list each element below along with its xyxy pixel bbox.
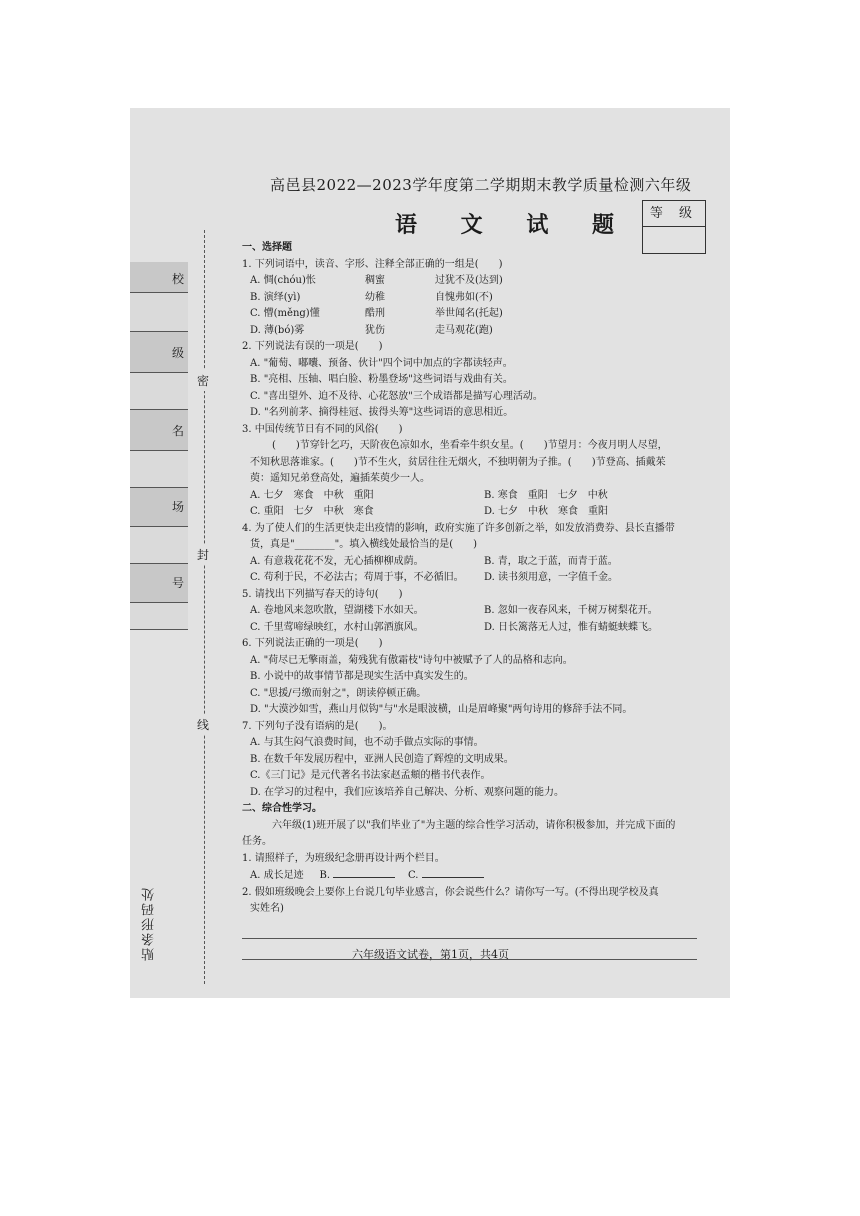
question-stem: 5. 请找出下列描写春天的诗句( ) [242, 588, 403, 600]
section-heading: 一、选择题 [242, 242, 292, 253]
class-field[interactable]: 级 [130, 332, 188, 373]
seal-line [204, 230, 205, 984]
question-paragraph: 不知秋思落谁家。( )节不生火，贫居往往无烟火，不独明朝为子推。( )节登高、插戴茱 [250, 456, 666, 468]
binding-strip [130, 226, 188, 984]
seal-char-feng: 封 [197, 544, 209, 565]
option: C.《三门记》是元代著名书法家赵孟頫的楷书代表作。 [250, 770, 491, 781]
section-intro: 六年级(1)班开展了以"我们毕业了"为主题的综合性学习活动，请你积极参加，并完成下面的 [272, 819, 676, 831]
subject-heading: 语 文 试 题 [395, 212, 632, 238]
option-row: C. 懵(měng)懂 酷刑 举世闻名(托起) [250, 308, 503, 319]
question-stem: 1. 请照样子，为班级纪念册再设计两个栏目。 [242, 852, 445, 864]
option: D. "名列前茅、摘得桂冠、拔得头筹"这些词语的意思相近。 [250, 407, 514, 418]
option-row: C. 重阳 七夕 中秋 寒食 D. 七夕 中秋 寒食 重阳 [250, 506, 609, 517]
option: C. "思援/弓缴而射之"，朗读停顿正确。 [250, 687, 427, 699]
question-stem: 1. 下列词语中，读音、字形、注释全部正确的一组是( ) [242, 258, 503, 270]
question-stem: 2. 假如班级晚会上要你上台说几句毕业感言，你会说些什么？请你写一写。(不得出现学校及真 [242, 886, 659, 898]
section-heading: 二、综合性学习。 [242, 803, 322, 814]
question-stem: 6. 下列说法正确的一项是( ) [242, 638, 383, 649]
option-row: C. 苟利于民，不必法古；苟周于事，不必循旧。 D. 读书须用意，一字值千金。 [250, 572, 619, 583]
exam-room-field[interactable]: 场 [130, 488, 188, 527]
answer-row: A. 成长足迹 B. C. [242, 867, 710, 885]
seal-char-xian: 线 [197, 714, 209, 735]
option: A. "荷尽已无擎雨盖，菊残犹有傲霜枝"诗句中被赋予了人的品格和志向。 [250, 654, 573, 666]
option: C. "喜出望外、迫不及待、心花怒放"三个成语都是描写心理活动。 [250, 390, 543, 402]
question-content [242, 240, 710, 960]
blank-row [130, 373, 188, 410]
seal-char-mi: 密 [197, 370, 209, 391]
question-stem: 3. 中国传统节日有不同的风俗( ) [242, 423, 403, 435]
option-row: C. 千里莺啼绿映红，水村山郭酒旗风。 D. 日长篱落无人过，惟有蜻蜓蛱蝶飞。 [250, 621, 659, 633]
answer-blank-b[interactable] [333, 867, 395, 878]
question-stem: 4. 为了使人们的生活更快走出疫情的影响，政府实施了许多创新之举，如发放消费券、县长直播带 [242, 522, 675, 534]
barcode-area-label: 贴条形码处 [142, 886, 157, 961]
name-field[interactable]: 名 [130, 410, 188, 451]
option: D. 在学习的过程中，我们应该培养自己解决、分析、观察问题的能力。 [250, 786, 565, 798]
page-footer: 六年级语文试卷，第1页，共4页 [352, 948, 509, 961]
option-row: D. 薄(bó)雾 犹伤 走马观花(跑) [250, 324, 493, 336]
blank-row [130, 603, 188, 630]
option-row: A. 卷地风来忽吹散，望湖楼下水如天。 B. 忽如一夜春风来，千树万树梨花开。 [250, 605, 658, 616]
section-intro: 任务。 [242, 836, 272, 847]
answer-line[interactable] [242, 924, 697, 939]
option-row: A. 惆(chóu)怅 稠蜜 过犹不及(达到) [250, 275, 503, 286]
option: A. 与其生闷气浪费时间，也不动手做点实际的事情。 [250, 737, 484, 748]
blank-row [130, 451, 188, 488]
question-stem: 7. 下列句子没有语病的是( )。 [242, 720, 393, 732]
seat-number-field[interactable]: 号 [130, 564, 188, 603]
grade-label: 等 级 [643, 201, 705, 227]
option: B. 在数千年发展历程中，亚洲人民创造了辉煌的文明成果。 [250, 753, 514, 765]
question-stem: 货，真是"________"。填入横线处最恰当的是( ) [250, 539, 478, 550]
exam-paper [130, 108, 730, 998]
question-paragraph: 萸：遥知兄弟登高处，遍插茱萸少一人。 [250, 473, 430, 484]
option: B. "亮相、压轴、唱白脸、粉墨登场"这些词语与戏曲有关。 [250, 374, 513, 385]
option: A. "葡萄、嘟囔、预备、伙计"四个词中加点的字都读轻声。 [250, 357, 513, 369]
option-row: B. 演绎(yì) 幼稚 自愧弗如(不) [250, 291, 493, 303]
option-row: A. 有意栽花花不发，无心插柳柳成荫。 B. 青，取之于蓝，而青于蓝。 [250, 555, 618, 567]
exam-title: 高邑县2022—2023学年度第二学期期末教学质量检测六年级 [270, 176, 692, 194]
question-stem: 2. 下列说法有误的一项是( ) [242, 341, 383, 352]
question-paragraph: ( )节穿针乞巧，天阶夜色凉如水，坐看牵牛织女星。( )节望月：今夜月明人尽望， [272, 440, 668, 451]
blank-row [130, 527, 188, 564]
answer-blank-c[interactable] [422, 867, 484, 878]
option: D. "大漠沙如雪，燕山月似钩"与"水是眼波横，山是眉峰聚"两句诗用的修辞手法不同。 [250, 704, 633, 715]
school-field[interactable]: 校 [130, 262, 188, 293]
question-stem: 实姓名) [250, 903, 284, 914]
blank-row [130, 293, 188, 332]
option: B. 小说中的故事情节都是现实生活中真实发生的。 [250, 671, 474, 682]
option-row: A. 七夕 寒食 中秋 重阳 B. 寒食 重阳 七夕 中秋 [250, 489, 608, 501]
